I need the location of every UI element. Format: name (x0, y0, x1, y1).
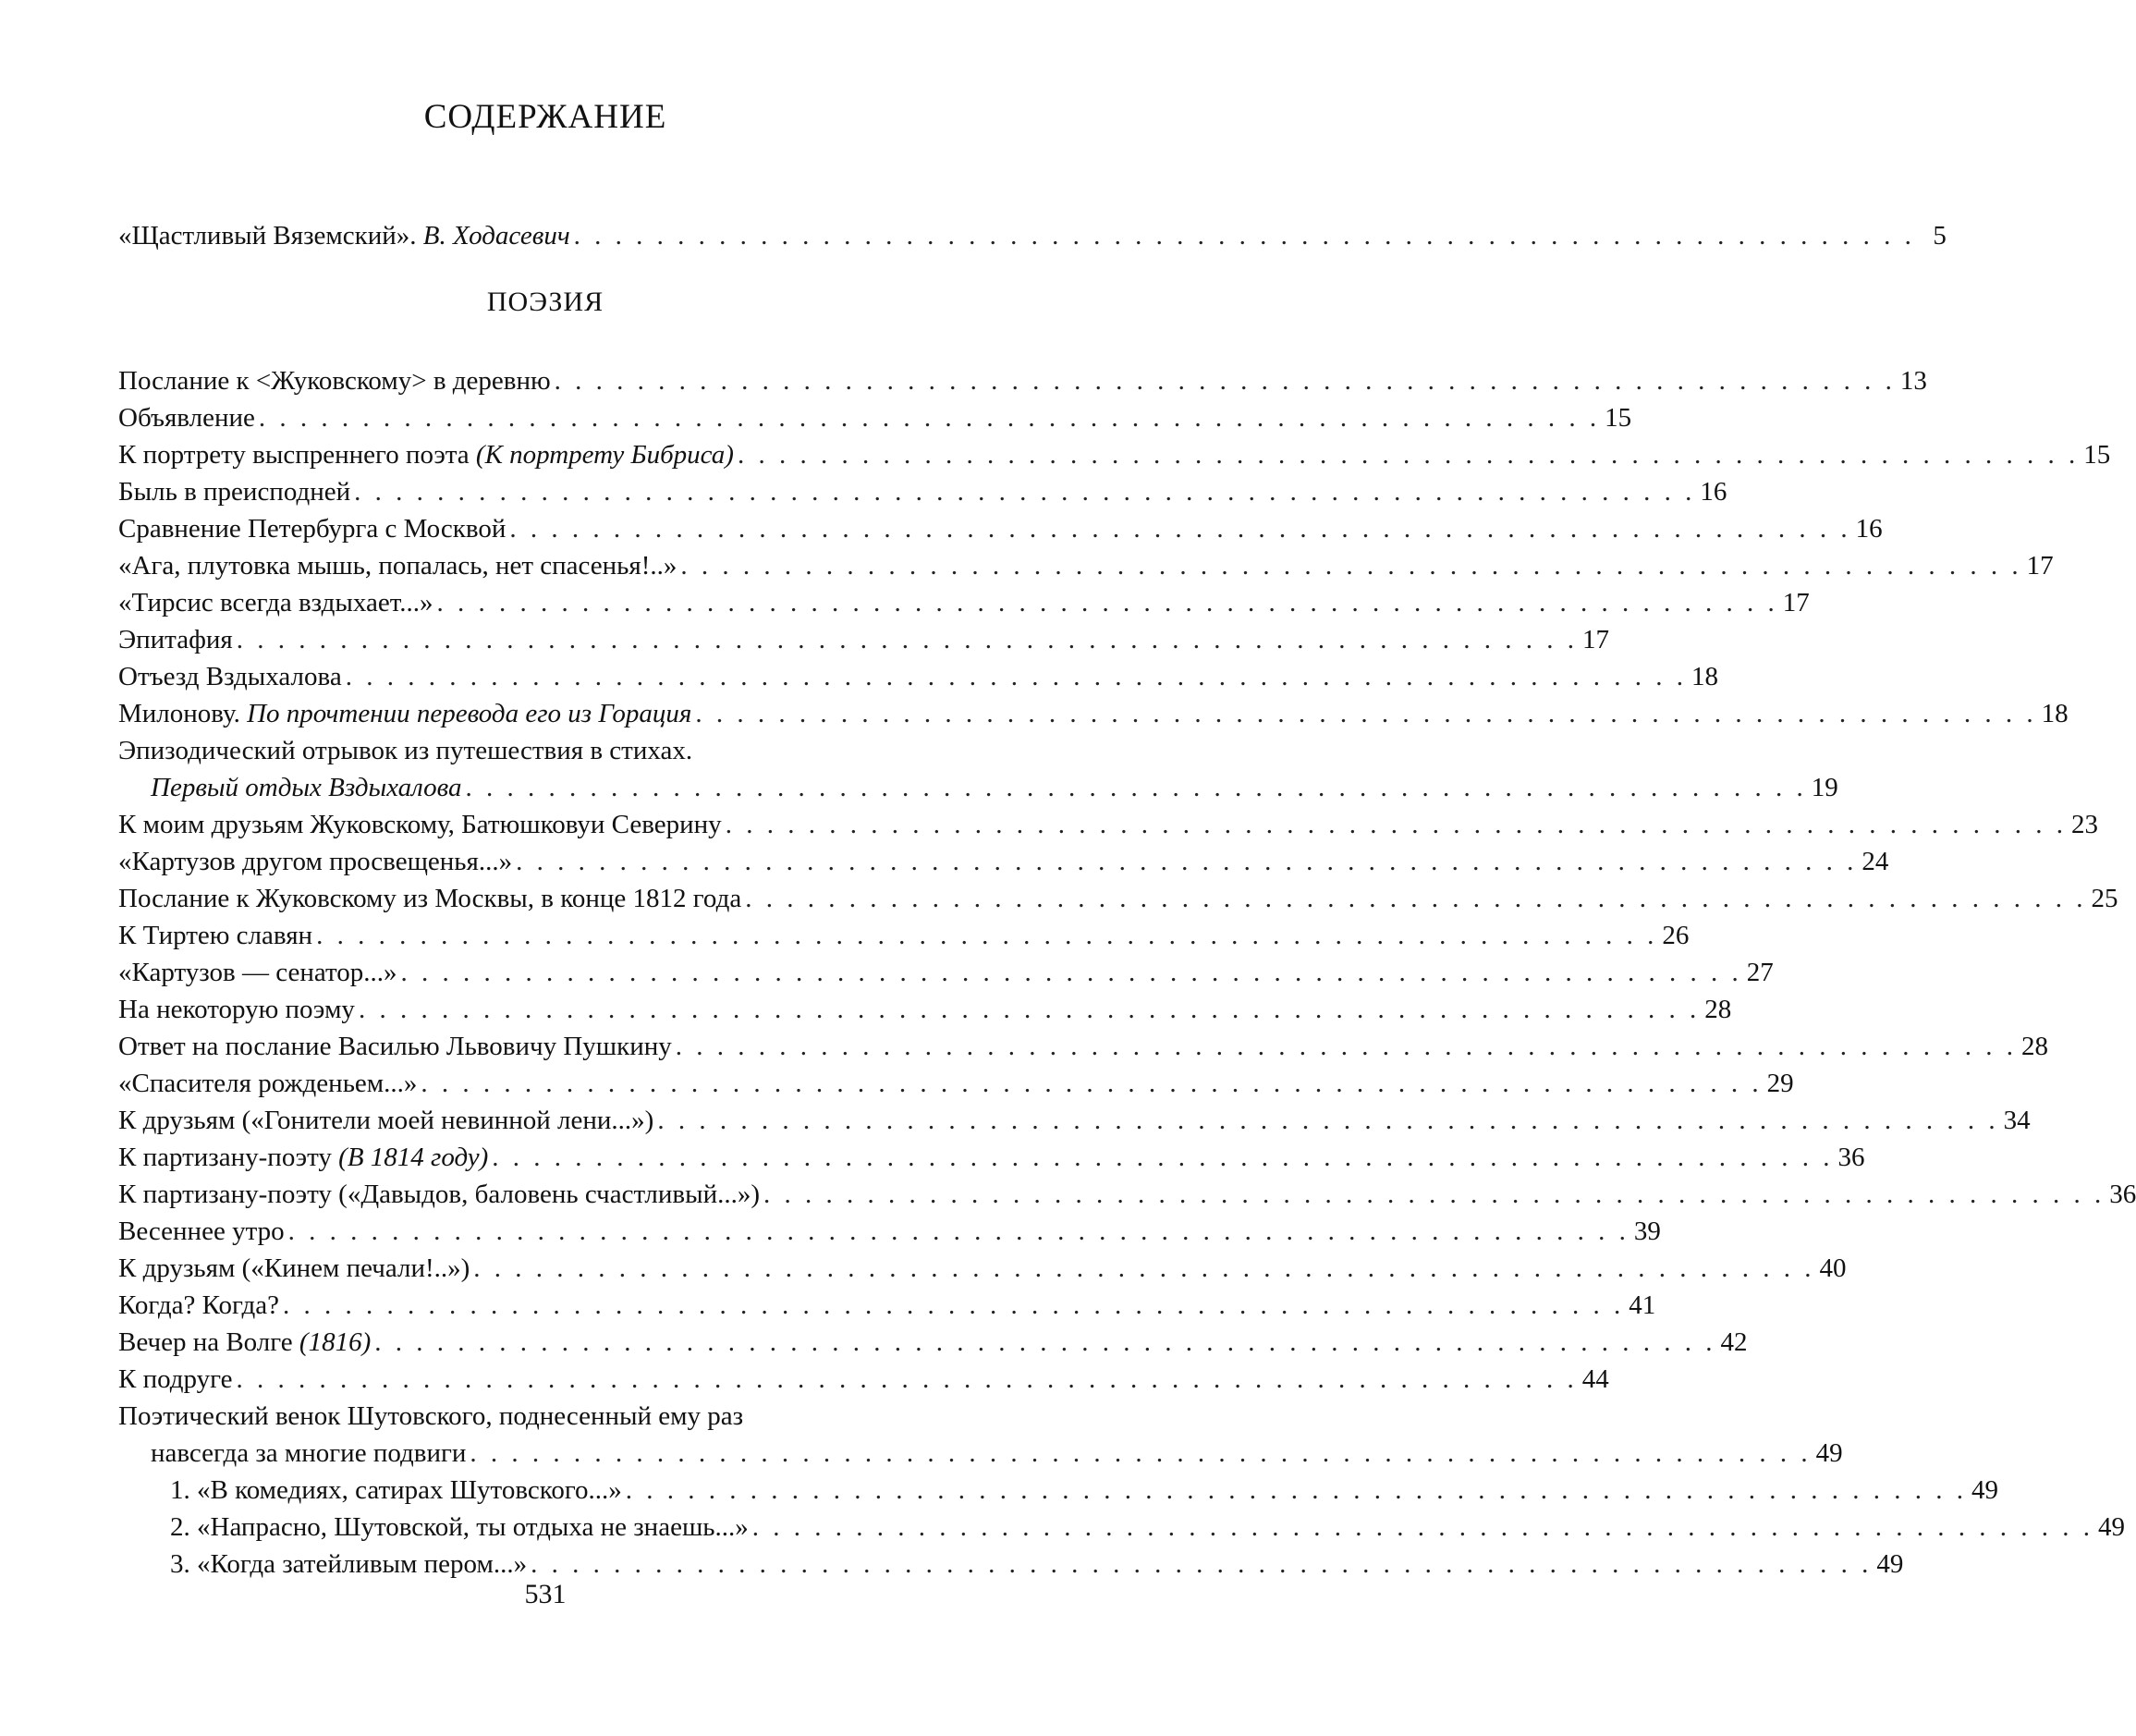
toc-row (118, 1509, 2126, 1546)
dot-leader: . . . . . . . . . . . . . . . . . . . . . . . . . . . . . . . . . . . . . . . . . . . . . . . . . . . . . . . . . . . . . . . . . (516, 847, 1858, 876)
toc-entry (118, 732, 1838, 806)
toc-row (118, 584, 1810, 621)
entry-title (118, 1287, 279, 1324)
dot-leader: . . . . . . . . . . . . . . . . . . . . . . . . . . . . . . . . . . . . . . . . . . . . . . . . . . . . . . . . . . . . . . . . . (680, 551, 2022, 581)
toc-entry (118, 917, 1690, 954)
entry-subtitle: (1816) (299, 1327, 372, 1357)
entry-page: 26 (1662, 921, 1690, 950)
entry-title (118, 399, 255, 436)
toc-row (118, 769, 1838, 806)
dot-leader: . . . . . . . . . . . . . . . . . . . . . . . . . . . . . . . . . . . . . . . . . . . . . . . . . . . . . . . . . . . . . . . . . (316, 921, 1658, 950)
entry-title-main: Послание к <Жуковскому> в деревню (118, 366, 551, 396)
entry-page: 39 (1633, 1216, 1661, 1246)
entry-title (118, 954, 397, 991)
toc-entry (118, 510, 1883, 547)
toc-row (118, 547, 2054, 584)
entry-title (118, 621, 233, 658)
entry-page: 49 (1876, 1549, 1904, 1579)
dot-leader: . . . . . . . . . . . . . . . . . . . . . . . . . . . . . . . . . . . . . . . . . . . . . . . . . . . . . . . . . . . . . . . . . (470, 1438, 1812, 1468)
entry-title (118, 880, 741, 917)
toc-entry (118, 880, 2118, 917)
toc-row (118, 1213, 1661, 1250)
entry-title-main: Сравнение Петербурга с Москвой (118, 514, 507, 544)
toc-entry (118, 547, 2054, 584)
toc-entry (118, 1509, 2126, 1546)
toc-entry (118, 658, 1718, 695)
entry-title-main: Послание к Жуковскому из Москвы, в конце 1812 года (118, 884, 742, 913)
toc-entry (118, 1213, 1661, 1250)
toc-row (118, 1472, 1999, 1509)
entry-page: 42 (1720, 1327, 1748, 1357)
entry-title (118, 658, 342, 695)
entry-title (118, 1028, 672, 1065)
toc-entry (118, 806, 2098, 843)
entry-title-main: Весеннее утро (118, 1216, 285, 1246)
toc-row (118, 695, 2069, 732)
toc-entry (118, 1139, 1865, 1176)
dot-leader: . . . . . . . . . . . . . . . . . . . . . . . . . . . . . . . . . . . . . . . . . . . . . . . . . . . . . . . . . . . . . . . . . (345, 662, 1687, 691)
toc-row (118, 436, 2111, 473)
entry-title (118, 917, 312, 954)
toc-row (118, 1139, 1865, 1176)
entry-page: 49 (1815, 1438, 1843, 1468)
dot-leader: . . . . . . . . . . . . . . . . . . . . . . . . . . . . . . . . . . . . . . . . . . . . . . . . . . . . . . . . . . . . . . . . . (531, 1549, 1873, 1579)
entry-page: 49 (1971, 1475, 1999, 1505)
entry-title-main: К портрету выспреннего поэта (118, 440, 476, 470)
dot-leader: . . . . . . . . . . . . . . . . . . . . . . . . . . . . . . . . . . . . . . . . . . . . . . . . . . . . . . . . . . . . . . . . . (358, 995, 1701, 1024)
entry-title (118, 695, 691, 732)
entry-page: 36 (1837, 1143, 1865, 1172)
dot-leader: . . . . . . . . . . . . . . . . . . . . . . . . . . . . . . . . . . . . . . . . . . . . . . . . . . . . . . . . . . . . . . . . . (436, 588, 1778, 617)
entry-title-main: К друзьям («Кинем печали!..») (118, 1253, 470, 1283)
dot-leader: . . . . . . . . . . . . . . . . . . . . . . . . . . . . . . . . . . . . . . . . . . . . . . . . . . . . . . . . . . . . . . . . . (675, 1032, 2017, 1061)
toc-row (118, 473, 1727, 510)
dot-leader: . . . . . . . . . . . . . . . . . . . . . . . . . . . . . . . . . . . . . . . . . . . . . . . . . . . . . . . . . . . . . . . . . (695, 699, 2037, 728)
entry-page: 40 (1819, 1253, 1847, 1283)
toc-entry (118, 621, 1609, 658)
entry-title (118, 806, 722, 843)
toc-row (118, 1065, 1794, 1102)
toc-row (118, 1102, 2031, 1139)
dot-leader: . . . . . . . . . . . . . . . . . . . . . . . . . . . . . . . . . . . . . . . . . . . . . . . . . . . . . . . . . . . . . . . . . (725, 810, 2067, 839)
entry-title (118, 547, 677, 584)
entry-title-main: Милонову. (118, 699, 248, 728)
dot-leader: . . . . . . . . . . . . . . . . . . . . . . . . . . . . . . . . . . . . . . . . . . . . . . . . . . . . . . . . . . . . . . . . . (657, 1106, 1999, 1135)
entry-title (118, 584, 433, 621)
toc-row (118, 1546, 1904, 1583)
toc-row (118, 806, 2098, 843)
entry-title-main: Ответ на послание Василью Львовичу Пушкину (118, 1032, 672, 1061)
entry-title-main: 3. «Когда затейливым пером...» (170, 1549, 528, 1579)
entry-title-main: Отъезд Вздыхалова (118, 662, 342, 691)
page-title: СОДЕРЖАНИЕ (423, 98, 667, 136)
entry-title (151, 1435, 466, 1472)
entry-page: 24 (1861, 847, 1889, 876)
entry-title (118, 1102, 653, 1139)
toc-row (118, 1250, 1847, 1287)
entry-title-main: К моим друзьям Жуковскому, Батюшковуи Северину (118, 810, 722, 839)
entry-page: 17 (1581, 625, 1609, 654)
entry-title-main: 1. «В комедиях, сатирах Шутовского...» (170, 1475, 622, 1505)
entry-title (118, 510, 506, 547)
entry-title-line: Эпизодический отрывок из путешествия в стихах. (118, 736, 693, 765)
toc-row (118, 1176, 2136, 1213)
toc-entry (118, 399, 1632, 436)
toc-row (118, 917, 1690, 954)
entry-title (170, 1546, 527, 1583)
entry-title (118, 436, 734, 473)
entry-page: 16 (1855, 514, 1883, 544)
toc-entry (118, 695, 2069, 732)
entry-title (118, 1176, 760, 1213)
entry-title-main: К партизану-поэту (118, 1143, 339, 1172)
entry-author: В. Ходасевич (422, 221, 570, 251)
entry-subtitle: Первый отдых Вздыхалова (151, 773, 462, 802)
entry-title (170, 1509, 749, 1546)
toc-row (118, 658, 1718, 695)
entry-title (118, 473, 350, 510)
entry-title (118, 1139, 488, 1176)
dot-leader: . . . . . . . . . . . . . . . . . . . . . . . . . . . . . . . . . . . . . . . . . . . . . . . . . . . . . . . . . . . . . . . . . (287, 1216, 1629, 1246)
entry-page: 29 (1766, 1069, 1794, 1098)
toc-row (118, 510, 1883, 547)
entry-title-main: К друзьям («Гонители моей невинной лени...») (118, 1106, 654, 1135)
toc-entry (118, 362, 1927, 399)
toc-row (118, 1324, 1748, 1361)
toc-row (118, 621, 1609, 658)
toc-entry (118, 1398, 1843, 1472)
entry-page: 49 (2098, 1512, 2126, 1542)
dot-leader: . . . . . . . . . . . . . . . . . . . . . . . . . . . . . . . . . . . . . . . . . . . . . . . . . . . . . . . . . . . . . . . . . (473, 1253, 1815, 1283)
toc-entry (118, 1028, 2048, 1065)
dot-leader: . . . . . . . . . . . . . . . . . . . . . . . . . . . . . . . . . . . . . . . . . . . . . . . . . . . . . . . . . . . . . . . . . (492, 1143, 1834, 1172)
toc-entry (118, 473, 1727, 510)
toc-entry (118, 584, 1810, 621)
entry-title-main: Когда? Когда? (118, 1290, 279, 1320)
entry-page: 41 (1629, 1290, 1656, 1320)
entry-title (118, 1361, 233, 1398)
entry-title (118, 217, 570, 254)
toc-entry (118, 1324, 1748, 1361)
toc-intro (118, 217, 1947, 254)
entry-page: 27 (1746, 958, 1774, 987)
entry-page: 25 (2091, 884, 2118, 913)
toc-entry (118, 1176, 2136, 1213)
toc-entry (118, 954, 1774, 991)
toc-entry (118, 217, 1947, 254)
entry-title (118, 991, 355, 1028)
entry-title (118, 1213, 285, 1250)
toc-list (118, 362, 2136, 1583)
dot-leader: . . . . . . . . . . . . . . . . . . . . . . . . . . . . . . . . . . . . . . . . . . . . . . . . . . . . . . . . . . . . . . . . . (625, 1475, 1968, 1505)
entry-page: 13 (1899, 366, 1927, 396)
entry-page: 44 (1581, 1364, 1609, 1394)
dot-leader: . . . . . . . . . . . . . . . . . . . . . . . . . . . . . . . . . . . . . . . . . . . . . . . . . . . . . . . . . . . . . . . . . (751, 1512, 2094, 1542)
entry-title-main: К Тиртею славян (118, 921, 313, 950)
toc-row (118, 1361, 1609, 1398)
toc-row (118, 954, 1774, 991)
entry-page: 15 (1605, 403, 1632, 433)
toc-entry (118, 1472, 1999, 1509)
dot-leader: . . . . . . . . . . . . . . . . . . . . . . . . . . . . . . . . . . . . . . . . . . . . . . . . . . . . . . . . . . . . . . . . . (745, 884, 2087, 913)
entry-page: 16 (1700, 477, 1727, 507)
entry-page: 17 (2026, 551, 2054, 581)
entry-page: 23 (2070, 810, 2098, 839)
section-heading: ПОЭЗИЯ (486, 287, 604, 317)
entry-title (151, 769, 462, 806)
toc-entry (118, 1287, 1656, 1324)
toc-row (118, 991, 1732, 1028)
entry-title-main: Вечер на Волге (118, 1327, 299, 1357)
toc-row (118, 880, 2118, 917)
entry-title-main: Быль в преисподней (118, 477, 351, 507)
entry-page: 18 (2041, 699, 2069, 728)
entry-title (118, 362, 551, 399)
entry-title (118, 1324, 371, 1361)
dot-leader: . . . . . . . . . . . . . . . . . . . . . . . . . . . . . . . . . . . . . . . . . . . . . . . . . . . . . . . . . . . . . . . . . (421, 1069, 1763, 1098)
page-number: 531 (524, 1579, 567, 1609)
dot-leader: . . . . . . . . . . . . . . . . . . . . . . . . . . . . . . . . . . . . . . . . . . . . . . . . . . . . . . . . . . . . . . . . . (509, 514, 1851, 544)
entry-page: 5 (1933, 221, 1947, 251)
entry-title (118, 1065, 417, 1102)
entry-title-main: 2. «Напрасно, Шутовской, ты отдыха не знаешь...» (170, 1512, 749, 1542)
entry-title-main: «Щастливый Вяземский». (118, 221, 417, 251)
entry-title-main: Объявление (118, 403, 255, 433)
entry-title-line: Поэтический венок Шутовского, поднесенный ему раз (118, 1401, 744, 1431)
entry-page: 28 (1704, 995, 1732, 1024)
entry-page: 34 (2003, 1106, 2031, 1135)
toc-entry (118, 436, 2111, 473)
dot-leader: . . . . . . . . . . . . . . . . . . . . . . . . . . . . . . . . . . . . . . . . . . . . . . . . . . . . . . . . . . . . . . . . . (465, 773, 1807, 802)
entry-page: 17 (1782, 588, 1810, 617)
toc-row (118, 1287, 1656, 1324)
entry-page: 18 (1690, 662, 1718, 691)
toc-row (118, 399, 1632, 436)
entry-page: 28 (2021, 1032, 2048, 1061)
entry-title-main: К подруге (118, 1364, 233, 1394)
toc-entry (118, 991, 1732, 1028)
dot-leader: . . . . . . . . . . . . . . . . . . . . . . . . . . . . . . . . . . . . . . . . . . . . . . . . . . . . . . . . . . . . . . . . . (554, 366, 1896, 396)
toc-entry (118, 1065, 1794, 1102)
entry-title-main: «Картузов — сенатор...» (118, 958, 397, 987)
toc-entry (118, 1546, 1904, 1583)
dot-leader: . . . . . . . . . . . . . . . . . . . . . . . . . . . . . . . . . . . . . . . . . . . . . . . . . . . . . . . . . . . . . . . . . (573, 221, 1915, 251)
toc-row (118, 1435, 1843, 1472)
toc-row (118, 362, 1927, 399)
dot-leader: . . . . . . . . . . . . . . . . . . . . . . . . . . . . . . . . . . . . . . . . . . . . . . . . . . . . . . . . . . . . . . . . . (236, 625, 1578, 654)
toc-row (118, 1028, 2048, 1065)
entry-title-main: К партизану-поэту («Давыдов, баловень счастливый...») (118, 1180, 761, 1209)
dot-leader: . . . . . . . . . . . . . . . . . . . . . . . . . . . . . . . . . . . . . . . . . . . . . . . . . . . . . . . . . . . . . . . . . (374, 1327, 1716, 1357)
dot-leader: . . . . . . . . . . . . . . . . . . . . . . . . . . . . . . . . . . . . . . . . . . . . . . . . . . . . . . . . . . . . . . . . . (282, 1290, 1625, 1320)
dot-leader: . . . . . . . . . . . . . . . . . . . . . . . . . . . . . . . . . . . . . . . . . . . . . . . . . . . . . . . . . . . . . . . . . (763, 1180, 2105, 1209)
dot-leader: . . . . . . . . . . . . . . . . . . . . . . . . . . . . . . . . . . . . . . . . . . . . . . . . . . . . . . . . . . . . . . . . . (737, 440, 2080, 470)
entry-title-main: «Ага, плутовка мышь, попалась, нет спасенья!..» (118, 551, 677, 581)
entry-title-main: На некоторую поэму (118, 995, 355, 1024)
entry-title (118, 1250, 470, 1287)
entry-title-main: «Картузов другом просвещенья...» (118, 847, 513, 876)
entry-page: 19 (1811, 773, 1838, 802)
entry-title (118, 843, 512, 880)
dot-leader: . . . . . . . . . . . . . . . . . . . . . . . . . . . . . . . . . . . . . . . . . . . . . . . . . . . . . . . . . . . . . . . . . (258, 403, 1601, 433)
dot-leader: . . . . . . . . . . . . . . . . . . . . . . . . . . . . . . . . . . . . . . . . . . . . . . . . . . . . . . . . . . . . . . . . . (354, 477, 1696, 507)
dot-leader: . . . . . . . . . . . . . . . . . . . . . . . . . . . . . . . . . . . . . . . . . . . . . . . . . . . . . . . . . . . . . . . . . (400, 958, 1742, 987)
entry-subtitle: (К портрету Бибриса) (475, 440, 734, 470)
entry-title-main: «Спасителя рожденьем...» (118, 1069, 418, 1098)
entry-page: 15 (2083, 440, 2111, 470)
entry-subtitle: По прочтении перевода его из Горация (247, 699, 692, 728)
toc-entry (118, 1102, 2031, 1139)
entry-page: 36 (2109, 1180, 2136, 1209)
toc-entry (118, 1361, 1609, 1398)
toc-entry (118, 1250, 1847, 1287)
entry-title-main: «Тирсис всегда вздыхает...» (118, 588, 433, 617)
toc-row (118, 843, 1889, 880)
dot-leader: . . . . . . . . . . . . . . . . . . . . . . . . . . . . . . . . . . . . . . . . . . . . . . . . . . . . . . . . . . . . . . . . . (236, 1364, 1578, 1394)
entry-title-main: навсегда за многие подвиги (151, 1438, 467, 1468)
entry-subtitle: (В 1814 году) (338, 1143, 489, 1172)
entry-title (170, 1472, 622, 1509)
toc-entry (118, 843, 1889, 880)
entry-title-main: Эпитафия (118, 625, 233, 654)
